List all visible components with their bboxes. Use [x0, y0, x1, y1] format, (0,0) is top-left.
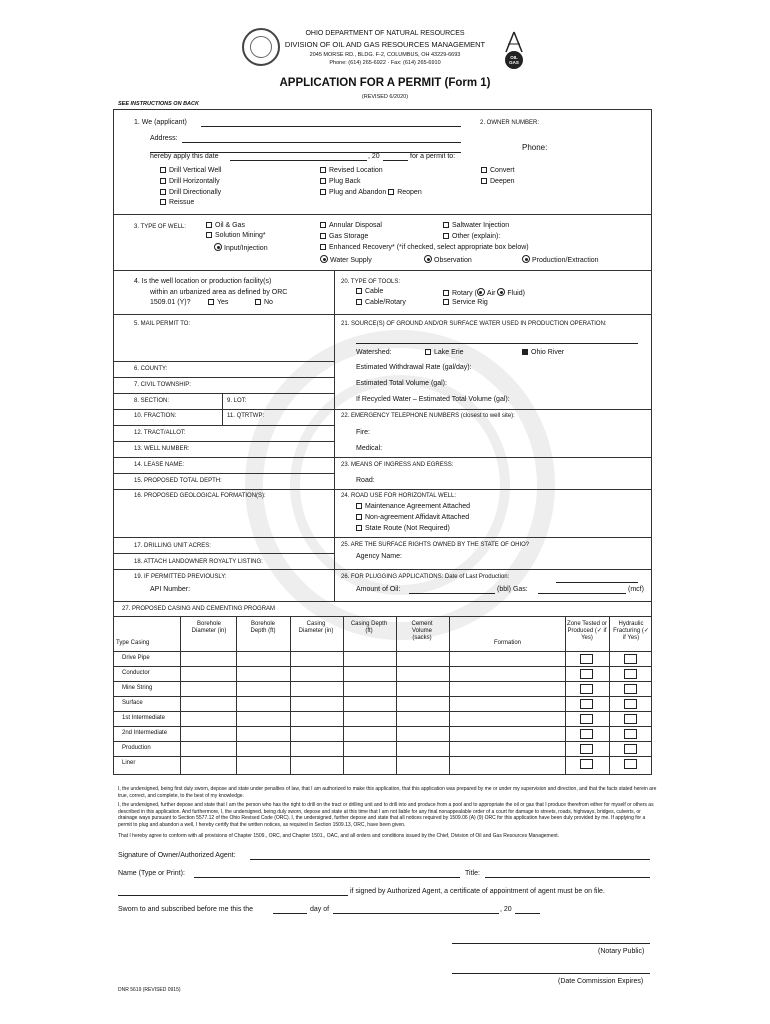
owner-number-label: 2. OWNER NUMBER: [480, 120, 540, 126]
well-type-saltwater[interactable]: Saltwater Injection [443, 222, 509, 229]
col-header-casing-depth: Casing Depth (ft) [350, 621, 388, 634]
revised-location-checkbox[interactable] [320, 167, 326, 173]
road-use-state-route[interactable]: State Route (Not Required) [356, 525, 450, 532]
apply-date-label: hereby apply this date [150, 153, 219, 160]
divider [113, 473, 334, 474]
table-rule [113, 741, 652, 742]
well-type-gas-storage[interactable]: Gas Storage [320, 233, 368, 240]
permit-option-revised-location[interactable]: Revised Location [320, 167, 383, 174]
saltwater-injection-checkbox[interactable] [443, 222, 449, 228]
sworn-day-field[interactable] [273, 913, 307, 914]
injection-radio[interactable] [214, 243, 222, 251]
zone-tested-checkbox[interactable] [580, 654, 593, 664]
cable-rotary-checkbox[interactable] [356, 299, 362, 305]
apply-date-field[interactable] [230, 160, 367, 161]
divider [113, 537, 652, 538]
agent-note: if signed by Authorized Agent, a certificate of appointment of agent must be on file. [350, 888, 605, 895]
fracturing-checkbox[interactable] [624, 744, 637, 754]
column-divider [334, 270, 335, 601]
casing-row-label: Conductor [122, 670, 150, 676]
divider [113, 270, 652, 271]
recycled-volume-label: If Recycled Water – Estimated Total Volume (gal): [356, 396, 510, 403]
sworn-month-field[interactable] [333, 913, 499, 914]
fracturing-checkbox[interactable] [624, 759, 637, 769]
air-radio[interactable] [477, 288, 485, 296]
divider [113, 425, 334, 426]
urbanized-no[interactable]: No [255, 299, 273, 306]
urbanized-question-2: within an urbanized area as defined by ORC [150, 289, 288, 296]
fracturing-checkbox[interactable] [624, 699, 637, 709]
divider [113, 553, 334, 554]
form-footer: DNR 5619 (REVISED 0915) [118, 987, 181, 993]
deepen-checkbox[interactable] [481, 178, 487, 184]
zone-tested-checkbox[interactable] [580, 669, 593, 679]
well-type-injection[interactable]: Input/Injection [214, 243, 268, 252]
col-header-cement: Cement Volume (sacks) [411, 621, 433, 641]
instructions-note: SEE INSTRUCTIONS ON BACK [118, 101, 199, 107]
tools-label: 20. TYPE OF TOOLS: [341, 279, 401, 285]
state-route-checkbox[interactable] [356, 525, 362, 531]
oil-amount-label: Amount of Oil: [356, 586, 401, 593]
tool-cable-rotary[interactable]: Cable/Rotary [356, 299, 406, 306]
fracturing-checkbox[interactable] [624, 714, 637, 724]
casing-row-label: Drive Pipe [122, 655, 150, 661]
reissue-checkbox[interactable] [160, 199, 166, 205]
annular-disposal-checkbox[interactable] [320, 222, 326, 228]
oil-amount-field[interactable] [409, 593, 495, 594]
certification-p3: That I hereby agree to conform with all provisions of Chapter 1509., ORC, and Chapter 1501., OAC, and all orders and conditions issued by the Chief, Division of Oil and Gas Resources Management. [118, 833, 560, 839]
urbanized-no-checkbox[interactable] [255, 299, 261, 305]
tool-cable[interactable]: Cable [356, 288, 383, 295]
col-header-formation: Formation [493, 640, 521, 646]
sworn-year-field[interactable] [515, 913, 540, 914]
watershed-ohio-river[interactable]: Ohio River [522, 349, 564, 356]
well-number-label: 13. WELL NUMBER: [134, 446, 190, 452]
production-radio[interactable] [522, 255, 530, 263]
permit-option-drill-vertical[interactable]: Drill Vertical Well [160, 167, 221, 174]
casing-row-label: 1st Intermediate [122, 715, 166, 721]
form-frame [113, 109, 652, 775]
division-name: DIVISION OF OIL AND GAS RESOURCES MANAGEMENT [284, 40, 486, 49]
lease-name-label: 14. LEASE NAME: [134, 462, 185, 468]
divider [113, 569, 652, 570]
applicant-label: 1. We (applicant) [134, 119, 187, 126]
fire-label: Fire: [356, 429, 370, 436]
mail-permit-label: 5. MAIL PERMIT TO: [134, 321, 191, 327]
divider [113, 409, 652, 410]
table-rule [113, 651, 652, 652]
address-label: Address: [150, 135, 178, 142]
tract-label: 12. TRACT/ALLOT: [134, 430, 186, 436]
tool-service-rig[interactable]: Service Rig [443, 299, 488, 306]
sworn-label: Sworn to and subscribed before me this the [118, 906, 254, 913]
road-use-maintenance[interactable]: Maintenance Agreement Attached [356, 503, 470, 510]
ingress-label: 23. MEANS OF INGRESS AND EGRESS: [341, 462, 454, 468]
urbanized-yes[interactable]: Yes [208, 299, 228, 306]
maintenance-checkbox[interactable] [356, 503, 362, 509]
signature-field[interactable] [250, 859, 650, 860]
fraction-label: 10. FRACTION: [134, 413, 177, 419]
commission-label: (Date Commission Expires) [558, 978, 644, 985]
solution-mining-checkbox[interactable] [206, 232, 212, 238]
zone-tested-checkbox[interactable] [580, 759, 593, 769]
qtrtwp-label: 11. QTRTWP: [227, 413, 265, 419]
emergency-label: 22. EMERGENCY TELEPHONE NUMBERS (closest to well site): [341, 413, 515, 419]
form-revised: (REVISED 6/2020) [361, 94, 409, 100]
previously-label: 19. IF PERMITTED PREVIOUSLY: [134, 574, 227, 580]
zone-tested-checkbox[interactable] [580, 729, 593, 739]
tool-rotary[interactable]: Rotary ( Air Fluid) [443, 288, 525, 297]
agency-phone: Phone: (614) 265-6922 · Fax: (614) 265-6910 [329, 60, 441, 66]
commission-field[interactable] [452, 973, 650, 974]
road-label: Road: [356, 477, 375, 484]
reopen-checkbox[interactable] [388, 189, 394, 195]
table-rule [113, 711, 652, 712]
section-label: 8. SECTION: [134, 398, 170, 404]
permit-option-drill-horizontal[interactable]: Drill Horizontally [160, 178, 220, 185]
table-rule [113, 726, 652, 727]
mcf-label: (mcf) [628, 586, 644, 593]
urbanized-yes-checkbox[interactable] [208, 299, 214, 305]
fracturing-checkbox[interactable] [624, 729, 637, 739]
royalty-label: 18. ATTACH LANDOWNER ROYALTY LISTING: [134, 559, 263, 565]
unit-acres-label: 17. DRILLING UNIT ACRES: [134, 543, 211, 549]
notary-label: (Notary Public) [598, 948, 645, 955]
urbanized-question-1: 4. Is the well location or production facility(s) [134, 278, 272, 285]
permit-option-plug-back[interactable]: Plug Back [320, 178, 361, 185]
well-type-observation[interactable]: Observation [424, 255, 472, 264]
type-of-well-label: 3. TYPE OF WELL: [134, 224, 186, 230]
cable-checkbox[interactable] [356, 288, 362, 294]
watershed-lake-erie[interactable]: Lake Erie [425, 349, 464, 356]
county-label: 6. COUNTY: [134, 366, 168, 372]
col-header-zone-tested: Zone Tested or Produced (✓ if Yes) [567, 621, 607, 641]
zone-tested-checkbox[interactable] [580, 699, 593, 709]
col-header-type: Type Casing [116, 640, 150, 646]
day-of-label: day of [310, 906, 330, 913]
service-rig-checkbox[interactable] [443, 299, 449, 305]
well-type-oil-gas[interactable]: Oil & Gas [206, 222, 245, 229]
table-rule [113, 696, 652, 697]
name-label: Name (Type or Print): [118, 870, 185, 877]
fracturing-checkbox[interactable] [624, 654, 637, 664]
permit-option-reissue[interactable]: Reissue [160, 199, 194, 206]
non-agreement-checkbox[interactable] [356, 514, 362, 520]
address-field[interactable] [182, 142, 461, 143]
convert-checkbox[interactable] [481, 167, 487, 173]
table-rule [113, 616, 652, 617]
applicant-field[interactable] [201, 126, 461, 127]
road-use-label: 24. ROAD USE FOR HORIZONTAL WELL: [341, 493, 457, 499]
name-field[interactable] [194, 877, 460, 878]
certification-p2: I, the undersigned, further depose and state that I am the person who has the right to drill on the tract or drilling unit and to drill into and produce from a pool and to appropriate the oil or gas that I produce therefrom either for myself or others as described in this application. And furthermore, I, the undersigned, being duly sworn, depose and state at this time that I am not liable for any final nonappealable order of a court for damage to streets, roads, highways, bridges, culverts, or drainage ways pursuant to Section 5577.12 of the Ohio Revised Code (ORC). I, the undersigned, further depose and state that all notices required by 1509.06 (A) (9) ORC for this application have been duly provided by me. If applying for a permit to plug and abandon a well, I hereby certify that the written notices, as required in Section 1509.13, ORC, have been given. [118, 802, 654, 828]
drill-directional-checkbox[interactable] [160, 189, 166, 195]
withdrawal-rate-label: Estimated Withdrawal Rate (gal/day): [356, 364, 472, 371]
geo-formation-label: 16. PROPOSED GEOLOGICAL FORMATION(S): [134, 493, 266, 499]
ohio-river-checkbox[interactable] [522, 349, 528, 355]
agency-name-label: Agency Name: [356, 553, 402, 560]
well-type-solution-mining[interactable]: Solution Mining* [206, 232, 266, 239]
agency-name: OHIO DEPARTMENT OF NATURAL RESOURCES [305, 30, 465, 37]
title-label: Title: [465, 870, 480, 877]
col-header-borehole-depth: Borehole Depth (ft) [250, 621, 276, 634]
col-header-fracturing: Hydraulic Fracturing (✓ if Yes) [613, 621, 649, 641]
permit-option-plug-abandon[interactable]: Plug and Abandon Reopen [320, 189, 422, 196]
water-source-field[interactable] [356, 343, 638, 344]
col-header-borehole-diameter: Borehole Diameter (in) [191, 621, 227, 634]
well-type-annular-disposal[interactable]: Annular Disposal [320, 222, 382, 229]
permit-to-label: for a permit to: [410, 153, 456, 160]
observation-radio[interactable] [424, 255, 432, 263]
year-label: , 20 [368, 153, 380, 160]
well-type-water-supply[interactable]: Water Supply [320, 255, 372, 264]
enhanced-recovery-checkbox[interactable] [320, 244, 326, 250]
year-field[interactable] [383, 160, 408, 161]
table-rule [113, 666, 652, 667]
agency-address: 2045 MORSE RD., BLDG. F-2, COLUMBUS, OH 43229-6693 [309, 52, 461, 58]
fluid-radio[interactable] [497, 288, 505, 296]
divider [113, 377, 334, 378]
rotary-checkbox[interactable] [443, 290, 449, 296]
casing-program-label: 27. PROPOSED CASING AND CEMENTING PROGRAM [122, 606, 276, 612]
notary-field[interactable] [452, 943, 650, 944]
well-type-enhanced-recovery[interactable]: Enhanced Recovery* (*if checked, select appropriate box below) [320, 244, 529, 251]
fracturing-checkbox[interactable] [624, 669, 637, 679]
divider [113, 601, 652, 602]
water-supply-radio[interactable] [320, 255, 328, 263]
agent-field[interactable] [118, 895, 348, 896]
divider [113, 457, 652, 458]
gas-storage-checkbox[interactable] [320, 233, 326, 239]
gas-amount-field[interactable] [538, 593, 626, 594]
fracturing-checkbox[interactable] [624, 684, 637, 694]
well-type-other[interactable]: Other (explain): [443, 233, 500, 240]
table-rule [113, 681, 652, 682]
last-production-field[interactable] [556, 582, 638, 583]
permit-option-deepen[interactable]: Deepen [481, 178, 515, 185]
drill-vertical-checkbox[interactable] [160, 167, 166, 173]
plug-back-checkbox[interactable] [320, 178, 326, 184]
form-title: APPLICATION FOR A PERMIT (Form 1) [279, 77, 491, 89]
total-volume-label: Estimated Total Volume (gal): [356, 380, 447, 387]
zone-tested-checkbox[interactable] [580, 744, 593, 754]
road-use-non-agreement[interactable]: Non-agreement Affidavit Attached [356, 514, 469, 521]
certification-p1: I, the undersigned, being first duly sworn, depose and state under penalties of law, that I am authorized to make this application, that this application was prepared by me or under my supervision and direction, and that the facts stated herein are true, correct, and complete, to the best of my knowledge. [118, 786, 657, 799]
plug-abandon-checkbox[interactable] [320, 189, 326, 195]
watershed-label: Watershed: [356, 349, 392, 356]
casing-row-label: Production [122, 745, 151, 751]
permit-option-convert[interactable]: Convert [481, 167, 515, 174]
api-number-label: API Number: [150, 586, 191, 593]
zone-tested-checkbox[interactable] [580, 684, 593, 694]
lake-erie-checkbox[interactable] [425, 349, 431, 355]
water-source-label: 21. SOURCE(S) OF GROUND AND/OR SURFACE WATER USED IN PRODUCTION OPERATION: [341, 321, 607, 327]
other-checkbox[interactable] [443, 233, 449, 239]
township-label: 7. CIVIL TOWNSHIP: [134, 382, 191, 388]
urbanized-question-3: 1509.01 (Y)? [150, 299, 191, 306]
divider [113, 361, 334, 362]
divider [113, 393, 334, 394]
casing-row-label: Mine String [122, 685, 153, 691]
oil-gas-checkbox[interactable] [206, 222, 212, 228]
permit-option-drill-directional[interactable]: Drill Directionally [160, 189, 221, 196]
phone-label: Phone: [522, 143, 548, 152]
surface-rights-label: 25. ARE THE SURFACE RIGHTS OWNED BY THE STATE OF OHIO? [341, 542, 530, 548]
divider [113, 214, 652, 215]
signature-label: Signature of Owner/Authorized Agent: [118, 852, 236, 859]
casing-row-label: Surface [122, 700, 143, 706]
medical-label: Medical: [356, 445, 383, 452]
lot-label: 9. LOT: [227, 398, 247, 404]
divider [113, 489, 652, 490]
oil-gas-logo-text: OIL GAS [509, 55, 519, 65]
casing-row-label: Liner [122, 760, 136, 766]
col-header-casing-diameter: Casing Diameter (in) [298, 621, 334, 634]
divider [113, 314, 652, 315]
table-rule [113, 756, 652, 757]
well-type-production[interactable]: Production/Extraction [522, 255, 599, 264]
casing-row-label: 2nd Intermediate [122, 730, 168, 736]
plugging-label: 26. FOR PLUGGING APPLICATIONS: Date of Last Production: [341, 574, 510, 580]
drill-horizontal-checkbox[interactable] [160, 178, 166, 184]
divider [113, 441, 334, 442]
gas-label: (bbl) Gas: [497, 586, 528, 593]
zone-tested-checkbox[interactable] [580, 714, 593, 724]
title-field[interactable] [485, 877, 650, 878]
sworn-year-label: , 20 [500, 906, 512, 913]
total-depth-label: 15. PROPOSED TOTAL DEPTH: [134, 478, 222, 484]
